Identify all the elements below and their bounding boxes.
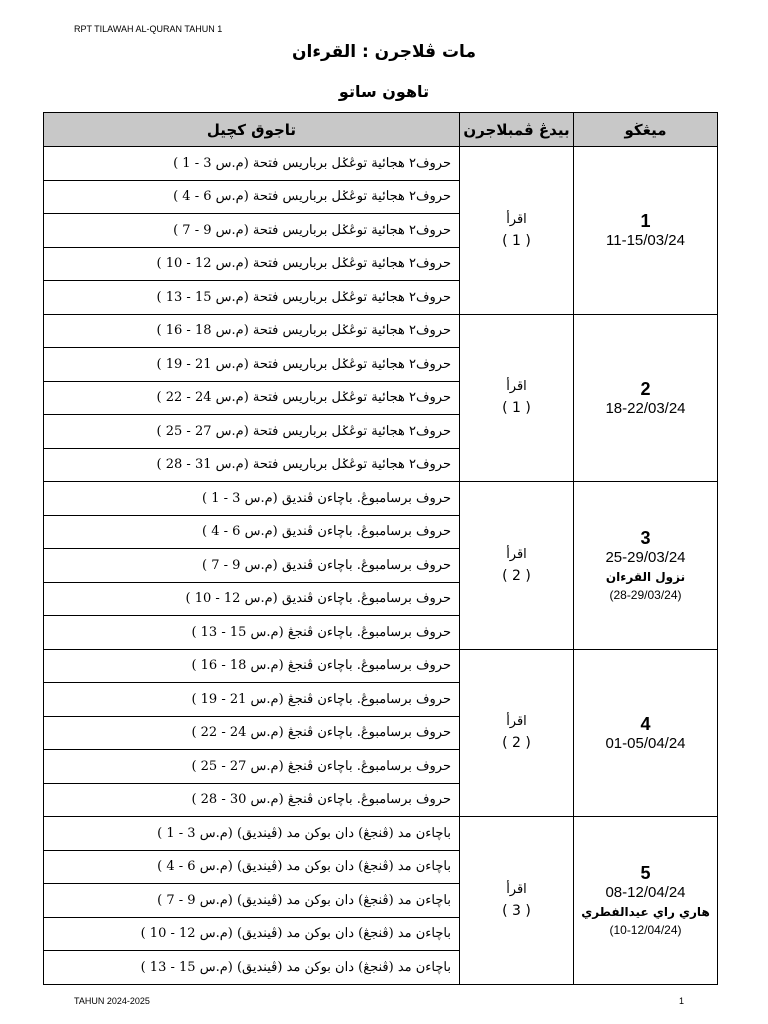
level-number: ( 1 ) — [502, 232, 531, 249]
table-row — [44, 147, 718, 181]
week-cell — [574, 649, 718, 817]
level-name: اقرأ — [506, 546, 527, 562]
topic-cell: باچاءن مد (ڤنجڠ) دان بوكن مد (ڤينديق) (م.س 9 - 7 ) — [44, 884, 460, 918]
level-number: ( 2 ) — [502, 567, 531, 584]
level-cell — [460, 314, 574, 482]
week-event: نزول القرءان — [605, 570, 686, 585]
header-level: بيدڠ ڤمبلاجرن — [460, 113, 574, 147]
week-event-date: (10-12/04/24) — [609, 923, 682, 938]
table-row — [44, 649, 718, 683]
week-number: 2 — [640, 378, 651, 399]
level-number: ( 3 ) — [502, 902, 531, 919]
topic-cell: باچاءن مد (ڤنجڠ) دان بوكن مد (ڤينديق) (م.س 6 - 4 ) — [44, 850, 460, 884]
week-date: 01-05/04/24 — [605, 734, 686, 752]
level-name: اقرأ — [506, 379, 527, 395]
level-cell — [460, 147, 574, 315]
topic-cell: حروف٢ هجائية توڠݢل برباريس فتحة (م.س 24 - 22 ) — [44, 381, 460, 415]
week-number: 4 — [640, 713, 651, 734]
topic-cell: حروف٢ هجائية توڠݢل برباريس فتحة (م.س 21 - 19 ) — [44, 348, 460, 382]
topic-cell: حروف٢ هجائية توڠݢل برباريس فتحة (م.س 15 - 13 ) — [44, 281, 460, 315]
header-topic: تاجوق كچيل — [44, 113, 460, 147]
topic-cell: حروف برسامبوڠ. باچاءن ڤنجڠ (م.س 30 - 28 ) — [44, 783, 460, 817]
topic-cell: حروف٢ هجائية توڠݢل برباريس فتحة (م.س 31 - 28 ) — [44, 448, 460, 482]
week-number: 5 — [640, 863, 651, 884]
schedule-table — [43, 112, 718, 985]
level-number: ( 2 ) — [502, 735, 531, 752]
topic-cell: حروف برسامبوڠ. باچاءن ڤنجڠ (م.س 18 - 16 ) — [44, 649, 460, 683]
topic-cell: حروف٢ هجائية توڠݢل برباريس فتحة (م.س 9 - 7 ) — [44, 214, 460, 248]
week-cell — [574, 817, 718, 985]
topic-cell: باچاءن مد (ڤنجڠ) دان بوكن مد (ڤينديق) (م.س 3 - 1 ) — [44, 817, 460, 851]
table-header-row — [44, 113, 718, 147]
week-date: 08-12/04/24 — [605, 884, 686, 902]
week-event-date: (28-29/03/24) — [609, 588, 682, 603]
table-row — [44, 314, 718, 348]
week-cell — [574, 314, 718, 482]
table-row — [44, 817, 718, 851]
topic-cell: حروف برسامبوڠ. باچاءن ڤنجڠ (م.س 21 - 19 ) — [44, 683, 460, 717]
week-number: 3 — [640, 528, 651, 549]
level-cell — [460, 482, 574, 650]
page-title: مات ڤلاجرن : القرءان — [292, 42, 476, 62]
document-header-note: RPT TILAWAH AL-QURAN TAHUN 1 — [74, 24, 223, 34]
topic-cell: حروف٢ هجائية توڠݢل برباريس فتحة (م.س 18 - 16 ) — [44, 314, 460, 348]
topic-cell: حروف برسامبوڠ. باچاءن ڤنجڠ (م.س 24 - 22 ) — [44, 716, 460, 750]
level-name: اقرأ — [506, 211, 527, 227]
table-row — [44, 482, 718, 516]
topic-cell: حروف برسامبوڠ. باچاءن ڤنديق (م.س 3 - 1 ) — [44, 482, 460, 516]
level-name: اقرأ — [506, 714, 527, 730]
header-week: ميڠڬو — [574, 113, 718, 147]
page-number: 1 — [679, 996, 685, 1006]
footer-year: TAHUN 2024-2025 — [74, 996, 150, 1006]
week-number: 1 — [640, 211, 651, 232]
week-date: 25-29/03/24 — [605, 549, 686, 567]
topic-cell: حروف برسامبوڠ. باچاءن ڤنجڠ (م.س 27 - 25 ) — [44, 750, 460, 784]
topic-cell: حروف٢ هجائية توڠݢل برباريس فتحة (م.س 12 - 10 ) — [44, 247, 460, 281]
level-cell — [460, 649, 574, 817]
topic-cell: حروف برسامبوڠ. باچاءن ڤنديق (م.س 9 - 7 ) — [44, 549, 460, 583]
week-cell — [574, 147, 718, 315]
page-subtitle: تاهون ساتو — [338, 82, 430, 101]
topic-cell: حروف٢ هجائية توڠݢل برباريس فتحة (م.س 27 - 25 ) — [44, 415, 460, 449]
topic-cell: حروف٢ هجائية توڠݢل برباريس فتحة (م.س 6 - 4 ) — [44, 180, 460, 214]
topic-cell: حروف برسامبوڠ. باچاءن ڤنجڠ (م.س 15 - 13 ) — [44, 616, 460, 650]
schedule-body — [44, 147, 718, 985]
level-name: اقرأ — [506, 881, 527, 897]
topic-cell: حروف برسامبوڠ. باچاءن ڤنديق (م.س 12 - 10 ) — [44, 582, 460, 616]
topic-cell: باچاءن مد (ڤنجڠ) دان بوكن مد (ڤينديق) (م.س 12 - 10 ) — [44, 917, 460, 951]
week-event: هاري راي عيدالفطري — [581, 905, 710, 920]
week-date: 11-15/03/24 — [606, 232, 685, 250]
topic-cell: حروف برسامبوڠ. باچاءن ڤنديق (م.س 6 - 4 ) — [44, 515, 460, 549]
week-date: 18-22/03/24 — [605, 399, 686, 417]
level-number: ( 1 ) — [502, 400, 531, 417]
topic-cell: حروف٢ هجائية توڠݢل برباريس فتحة (م.س 3 - 1 ) — [44, 147, 460, 181]
topic-cell: باچاءن مد (ڤنجڠ) دان بوكن مد (ڤينديق) (م.س 15 - 13 ) — [44, 951, 460, 985]
week-cell — [574, 482, 718, 650]
level-cell — [460, 817, 574, 985]
